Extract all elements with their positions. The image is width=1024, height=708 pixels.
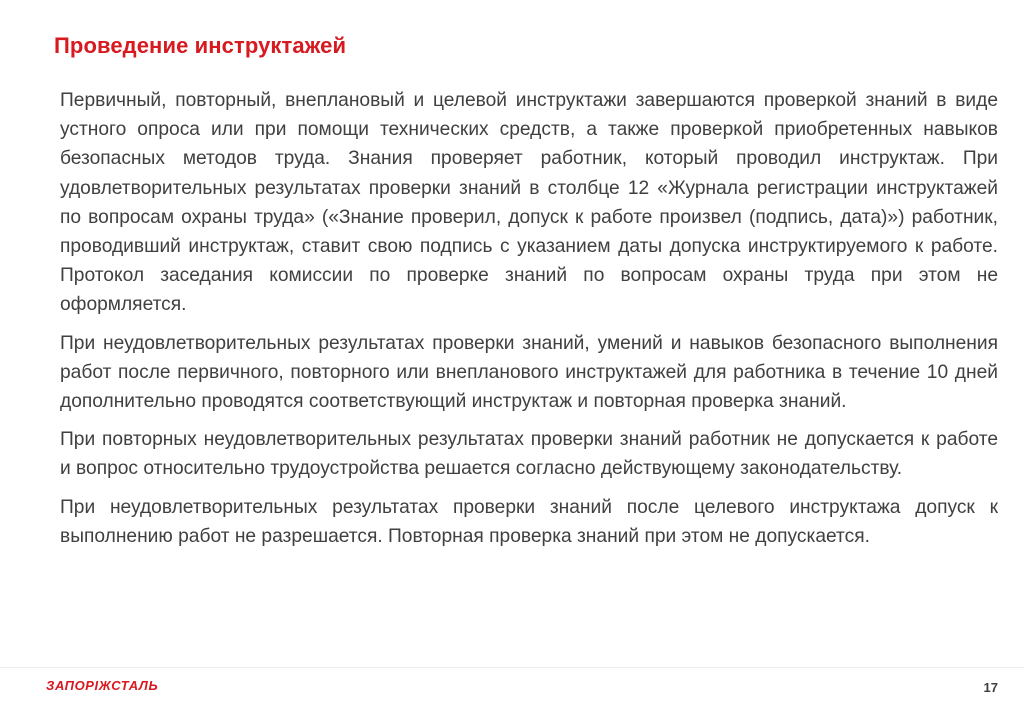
paragraph-2: При неудовлетворительных результатах проверки знаний, умений и навыков безопасного выполнения работ после первичного, повторного или внепланового инструктажей для работника в течение 10 дней дополнительно проводятся соответствующий инструктаж и повторная проверка знаний. [60,332,998,413]
page-number: 17 [983,680,998,695]
footer-divider [0,667,1024,668]
slide-content [60,86,998,560]
slide-title: Проведение инструктажей [54,33,347,58]
company-logo: ЗАПОРІЖСТАЛЬ [46,678,159,693]
paragraph-1: Первичный, повторный, внеплановый и целевой инструктажи завершаются проверкой знаний в виде устного опроса или при помощи технических средств, а также проверкой приобретенных навыков безопасных методов труда. Знания проверяет работник, который проводил инструктаж. При удовлетворительных результатах проверки знаний в столбце 12 «Журнала регистрации инструктажей по вопросам охраны труда» («Знание проверил, допуск к работе произвел (подпись, дата)») работник, проводивший инструктаж, ставит свою подпись с указанием даты допуска инструктируемого к работе. Протокол заседания комиссии по проверке знаний по вопросам охраны труда при этом не оформляется. [60,90,998,316]
paragraph-3: При повторных неудовлетворительных результатах проверки знаний работник не допускается к работе и вопрос относительно трудоустройства решается согласно действующему законодательству. [60,429,998,480]
paragraph-4: При неудовлетворительных результатах проверки знаний после целевого инструктажа допуск к выполнению работ не разрешается. Повторная проверка знаний при этом не допускается. [60,496,998,547]
